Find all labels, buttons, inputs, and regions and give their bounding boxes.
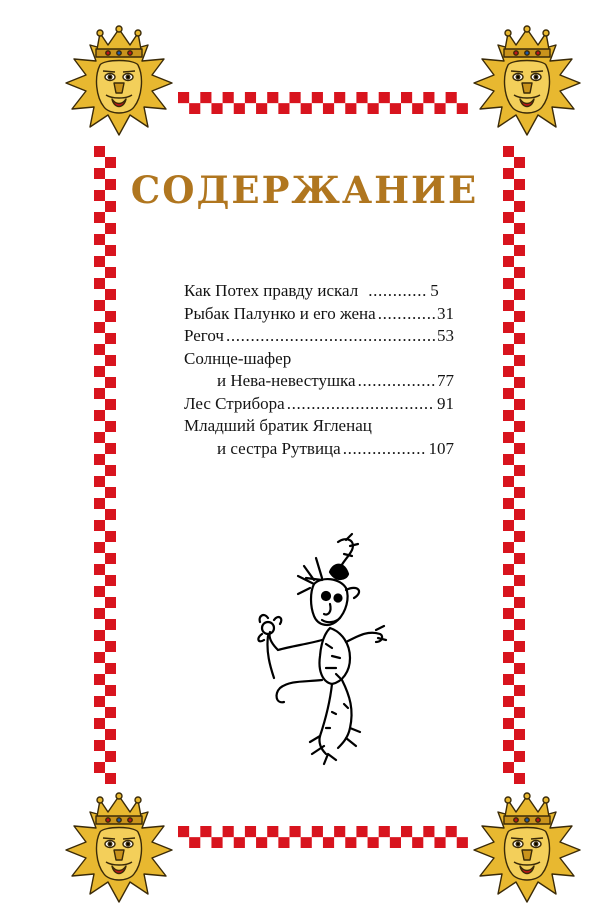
crowned-lion-head-icon — [60, 792, 178, 910]
toc-entry-continuation — [184, 370, 454, 393]
toc-entry-page: 31 — [437, 303, 454, 323]
leader-dots — [343, 438, 427, 461]
bottom-checker-border — [178, 826, 468, 848]
toc-entry — [184, 303, 454, 326]
toc-entry — [184, 280, 454, 303]
toc-entry-page: 5 — [430, 281, 439, 300]
goblin-illustration — [246, 532, 396, 772]
leader-dots — [378, 303, 435, 326]
page-title: СОДЕРЖАНИЕ — [130, 168, 479, 212]
toc-entry — [184, 393, 454, 416]
toc-entry-title: Рыбак Палунко и его жена — [184, 303, 376, 323]
toc-entry-title-line2: и Нева-невестушка — [217, 371, 356, 390]
toc-entry — [184, 325, 454, 348]
toc-entry-continuation — [184, 438, 454, 461]
toc-entry-title: Лес Стрибора — [184, 393, 285, 413]
leader-dots — [368, 280, 428, 303]
toc-entry-page: 91 — [437, 393, 454, 413]
toc-entry-title: Младший братик Ягленац — [184, 416, 372, 435]
toc-entry-title: Как Потех правду искал — [184, 281, 359, 300]
toc-entry-page: 53 — [437, 326, 454, 345]
toc-entry — [184, 415, 454, 438]
crowned-lion-head-icon — [468, 25, 586, 143]
toc-entry-title-line2: и сестра Рутвица — [217, 438, 341, 458]
toc-entry-title: Солнце-шафер — [184, 348, 292, 368]
toc-entry-title: Регоч — [184, 326, 224, 345]
toc-entry-page: 107 — [428, 438, 454, 458]
left-checker-border — [94, 146, 116, 786]
crowned-lion-head-icon — [468, 792, 586, 910]
right-checker-border — [503, 146, 525, 786]
leader-dots — [287, 393, 435, 416]
toc-entry-page: 77 — [437, 371, 454, 390]
table-of-contents — [184, 280, 454, 460]
leader-dots — [358, 370, 435, 393]
crowned-lion-head-icon — [60, 25, 178, 143]
top-checker-border — [178, 92, 468, 114]
leader-dots — [226, 325, 435, 348]
toc-entry — [184, 348, 454, 371]
